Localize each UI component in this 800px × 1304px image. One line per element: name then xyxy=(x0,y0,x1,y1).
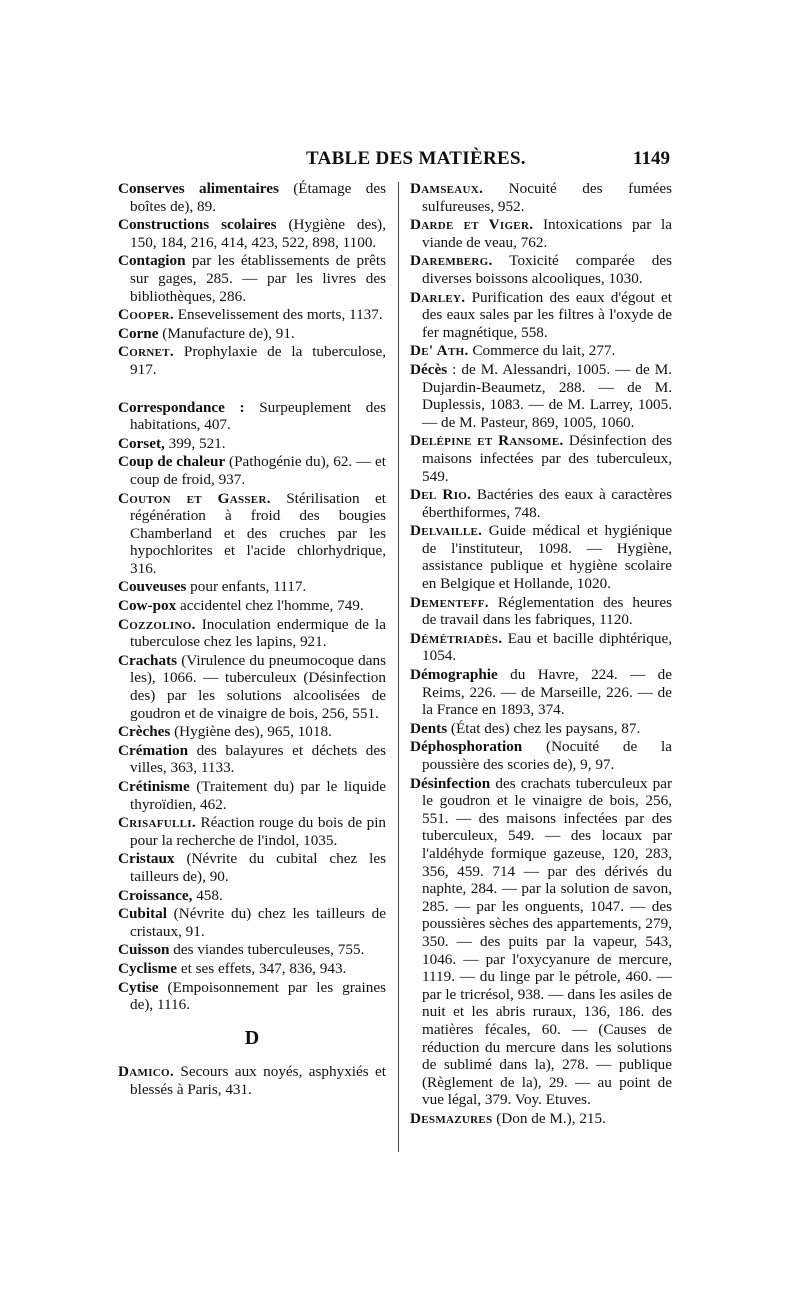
index-entry xyxy=(118,453,386,488)
entry-heading: Démétriadès. xyxy=(410,629,503,647)
entry-text: par les établissements de prêts sur gages, 285. — par les livres des bibliothèques, 286. xyxy=(130,252,386,305)
index-entry xyxy=(410,342,672,360)
entry-text: Réglementation des heures de travail dans les fabriques, 1120. xyxy=(422,593,673,629)
entry-heading: Corset, xyxy=(118,434,165,452)
entry-text: Surpeuplement des habitations, 407. xyxy=(130,398,387,434)
entry-text: Guide médical et hygiénique de l'instituteur, 1098. — Hygiène, assistance publique et hygiène scolaire en Belgique et Hollande, 1020. xyxy=(422,522,672,593)
entry-heading: Cristaux xyxy=(118,850,175,868)
entry-heading: Désinfection xyxy=(410,774,491,792)
entry-heading: Conserves alimentaires xyxy=(118,180,279,197)
entry-text: (Pathogénie du), 62. — et coup de froid, 937. xyxy=(130,453,387,488)
entry-text: (Névrite du cubital chez les tailleurs de), 90. xyxy=(130,850,386,885)
entry-heading: Desmazures xyxy=(410,1109,493,1127)
index-entry xyxy=(118,435,386,453)
entry-text: Toxicité comparée des diverses boissons alcooliques, 1030. xyxy=(422,252,672,287)
entry-heading: Daremberg. xyxy=(410,252,493,270)
index-entry xyxy=(118,252,386,305)
entry-heading: Damseaux. xyxy=(410,180,484,197)
entry-text: des crachats tuberculeux par le goudron et le vinaigre de bois, 256, 551. — des maisons infectées par des tuberculeux, 549. — des locaux par l'aldéhyde formique gazeuse, 120, 283, 356, 459. 714 — par des dérivés du naphte, 284. — par la solution de savon, 285. — par les onguents, 1047. — des poussières sèches des appartements, 279, 350. — des puits par la vapeur, 543, 1046. — par l'oxycyanure de mercure, 1119. — du linge par le pétrole, 460. — par le tricrésol, 938. — dans les asiles de nuit et les abris ruraux, 136, 186. des matières fécales, 60. — (Causes de réduction du mercure dans les solutions de sublimé dans la), 278. — publique (Règlement de la), 29. — au point de vue légal, 379. Voy. Etuves. xyxy=(422,774,673,1109)
entry-heading: Delépine et Ransome. xyxy=(410,432,564,450)
entry-text: 399, 521. xyxy=(168,434,226,452)
entry-heading: Déphosphoration xyxy=(410,738,523,756)
entry-text: (Virulence du pneumocoque dans les), 1066. — tuberculeux (Désinfection des) par les solutions alcoolisées de goudron et de vinaigre de bois, 256, 551. xyxy=(130,651,386,722)
index-entry xyxy=(410,738,672,773)
index-entry xyxy=(118,216,386,251)
index-entry xyxy=(118,814,386,849)
entry-text: Réaction rouge du bois de pin pour la recherche de l'indol, 1035. xyxy=(130,814,387,849)
index-entry xyxy=(410,289,672,342)
index-entry xyxy=(410,180,672,215)
entry-heading: Crisafulli. xyxy=(118,814,196,832)
entry-heading: Cytise xyxy=(118,978,159,996)
entry-text: (Manufacture de), 91. xyxy=(162,324,295,342)
entry-text: (Traitement du) par le liquide thyroïdien, 462. xyxy=(130,778,387,813)
index-entry xyxy=(410,594,672,629)
index-entry xyxy=(118,325,386,343)
entry-heading: Contagion xyxy=(118,252,186,270)
entry-heading: Couton et Gasser. xyxy=(118,489,271,507)
entry-text: (Nocuité de la poussière des scories de), 9, 97. xyxy=(422,738,673,773)
entry-text: du Havre, 224. — de Reims, 226. — de Marseille, 226. — de la France en 1893, 374. xyxy=(422,666,673,719)
running-title: TABLE DES MATIÈRES. xyxy=(306,148,526,169)
entry-heading: Crétinisme xyxy=(118,778,190,795)
entry-text: Prophylaxie de la tuberculose, 917. xyxy=(130,343,387,378)
entry-text: accidentel chez l'homme, 749. xyxy=(180,597,364,615)
index-entry xyxy=(118,306,386,324)
entry-heading: Cuisson xyxy=(118,941,170,959)
index-entry xyxy=(410,432,672,485)
column-divider xyxy=(398,182,399,1152)
index-entry xyxy=(410,720,672,738)
entry-text: Inoculation endermique de la tuberculose chez les lapins, 921. xyxy=(130,615,386,651)
entry-heading: De' Ath. xyxy=(410,342,469,360)
entry-heading: Coup de chaleur xyxy=(118,453,226,471)
entry-text: Eau et bacille diphtérique, 1054. xyxy=(422,629,673,665)
entry-heading: Corne xyxy=(118,324,159,342)
index-entry xyxy=(118,905,386,940)
entry-heading: Darley. xyxy=(410,288,466,306)
entry-text: (Hygiène des), 150, 184, 216, 414, 423, 522, 898, 1100. xyxy=(130,216,386,251)
index-entry xyxy=(410,522,672,592)
entry-heading: Constructions scolaires xyxy=(118,216,277,234)
entry-text: (Empoisonnement par les graines de), 1116. xyxy=(130,978,387,1014)
entry-heading: Damico. xyxy=(118,1063,174,1081)
index-entry xyxy=(118,490,386,578)
entry-heading: Correspondance : xyxy=(118,398,245,416)
index-entry xyxy=(410,666,672,719)
entry-heading: Cow-pox xyxy=(118,597,177,615)
index-entry xyxy=(118,887,386,905)
index-entry xyxy=(118,1063,386,1098)
index-entry xyxy=(118,723,386,741)
page-number: 1149 xyxy=(633,148,670,169)
index-entry xyxy=(410,252,672,287)
index-entry xyxy=(118,343,386,378)
entry-heading: Cubital xyxy=(118,905,167,923)
index-entry xyxy=(118,597,386,615)
index-entry xyxy=(118,941,386,959)
index-entry xyxy=(410,630,672,665)
index-entry xyxy=(118,578,386,596)
index-entry xyxy=(118,742,386,777)
entry-heading: Décès xyxy=(410,360,448,378)
entry-text: pour enfants, 1117. xyxy=(190,578,307,596)
index-entry xyxy=(410,361,672,431)
index-entry xyxy=(118,979,386,1014)
entry-heading: Croissance, xyxy=(118,886,193,904)
entry-heading: Cooper. xyxy=(118,306,174,324)
entry-text: des balayures et déchets des villes, 363, 1133. xyxy=(130,741,386,777)
index-entry xyxy=(410,1110,672,1128)
entry-text: 458. xyxy=(196,886,223,904)
entry-text: Stérilisation et régénération à froid des bougies Chamberland et des cruches par les hypochlorites et l'acide chlorhydrique, 316. xyxy=(130,489,386,577)
entry-text: des viandes tuberculeuses, 755. xyxy=(173,941,365,959)
index-entry xyxy=(118,850,386,885)
entry-heading: Delvaille. xyxy=(410,522,483,540)
entry-text: (Névrite du) chez les tailleurs de cristaux, 91. xyxy=(130,905,387,940)
entry-text: Commerce du lait, 277. xyxy=(472,342,616,360)
entry-text: (Don de M.), 215. xyxy=(496,1109,606,1127)
entry-heading: Del Rio. xyxy=(410,486,472,504)
entry-heading: Cyclisme xyxy=(118,959,178,977)
index-entry xyxy=(118,960,386,978)
index-entry xyxy=(118,616,386,651)
index-entry xyxy=(410,216,672,251)
entry-heading: Dementeff. xyxy=(410,593,489,611)
entry-text: Ensevelissement des morts, 1137. xyxy=(177,306,383,324)
entry-heading: Cornet. xyxy=(118,343,174,361)
entry-text: (Étamage des boîtes de), 89. xyxy=(130,180,386,215)
index-entry xyxy=(410,486,672,521)
section-letter: D xyxy=(244,1026,260,1049)
entry-heading: Crèches xyxy=(118,723,171,741)
entry-text: Secours aux noyés, asphyxiés et blessés à Paris, 431. xyxy=(130,1063,386,1098)
entry-heading: Darde et Viger. xyxy=(410,216,534,234)
right-column xyxy=(410,180,672,1128)
index-entry xyxy=(118,399,386,434)
index-entry xyxy=(410,775,672,1109)
entry-text: et ses effets, 347, 836, 943. xyxy=(180,959,347,977)
entry-heading: Cozzolino. xyxy=(118,615,196,633)
entry-text: : de M. Alessandri, 1005. — de M. Dujardin-Beaumetz, 288. — de M. Duplessis, 1083. — de M. Larrey, 1005. — de M. Pasteur, 869, 1005, 1060. xyxy=(422,360,672,431)
entry-heading: Crachats xyxy=(118,651,178,669)
entry-heading: Dents xyxy=(410,719,448,737)
entry-heading: Démographie xyxy=(410,666,498,684)
entry-text: Bactéries des eaux à caractères éberthiformes, 748. xyxy=(422,486,672,521)
entry-text: (État des) chez les paysans, 87. xyxy=(450,719,641,737)
entry-text: Désinfection des maisons infectées par des tuberculeux, 549. xyxy=(422,432,673,485)
index-entry xyxy=(118,180,386,215)
index-entry xyxy=(118,778,386,813)
entry-text: (Hygiène des), 965, 1018. xyxy=(174,723,332,741)
entry-heading: Couveuses xyxy=(118,578,187,596)
index-entry xyxy=(118,652,386,722)
left-column xyxy=(118,180,386,1100)
entry-text: Purification des eaux d'égout et des eaux sales par les filtres à l'oxyde de fer magnétique, 558. xyxy=(422,288,673,341)
entry-text: Intoxications par la viande de veau, 762. xyxy=(422,216,673,251)
entry-heading: Crémation xyxy=(118,741,189,759)
page-header xyxy=(118,148,670,178)
entry-text: Nocuité des fumées sulfureuses, 952. xyxy=(422,180,672,215)
